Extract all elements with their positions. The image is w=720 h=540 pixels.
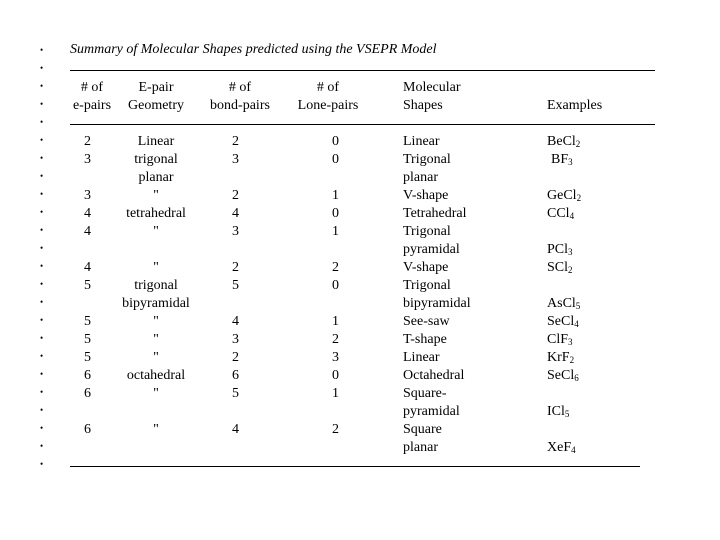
cell-lonepairs: 3 [332,350,339,365]
header-epairs-line2: e-pairs [72,98,112,113]
cell-example: XeF$_4$ [547,440,576,455]
bullet: • [40,441,44,451]
cell-lonepairs: 1 [332,188,339,203]
bottom-rule [70,466,640,467]
cell-lonepairs: 0 [332,152,339,167]
cell-geometry: trigonal [134,152,178,167]
bullet: • [40,405,44,415]
top-rule [70,70,655,71]
header-shapes-line1: Molecular [403,80,461,95]
header-bondpairs-line2: bond-pairs [210,98,270,113]
header-rule [70,124,655,125]
cell-geometry: Linear [137,134,175,149]
cell-lonepairs: 1 [332,386,339,401]
slide-title: Summary of Molecular Shapes predicted using the VSEPR Model [70,42,437,57]
cell-bondpairs: 3 [232,332,239,347]
cell-geometry: " [153,332,159,347]
cell-bondpairs: 2 [232,188,239,203]
cell-shapes: Linear [403,350,440,365]
cell-epairs: 6 [84,368,91,383]
bullet: • [40,81,44,91]
cell-bondpairs: 2 [232,350,239,365]
cell-geometry: planar [138,170,174,185]
cell-example: SeCl$_6$ [547,368,579,383]
cell-shapes: Linear [403,134,440,149]
cell-shapes: See-saw [403,314,450,329]
cell-geometry: bipyramidal [122,296,190,311]
bullet: • [40,117,44,127]
cell-geometry: " [153,422,159,437]
header-geometry-line1: E-pair [138,80,174,95]
bullet: • [40,369,44,379]
cell-shapes: Octahedral [403,368,465,383]
cell-example: AsCl$_5$ [547,296,581,311]
cell-shapes: Square [403,422,442,437]
cell-geometry: " [153,314,159,329]
cell-shapes: planar [403,170,438,185]
bullet: • [40,351,44,361]
header-shapes-line2: Shapes [403,98,443,113]
cell-geometry: tetrahedral [126,206,186,221]
bullet: • [40,189,44,199]
cell-epairs: 3 [84,152,91,167]
bullet: • [40,297,44,307]
cell-example: ClF$_3$ [547,332,573,347]
cell-example: BeCl$_2$ [547,134,581,149]
bullet: • [40,279,44,289]
cell-geometry: " [153,386,159,401]
cell-epairs: 5 [84,350,91,365]
header-bondpairs-line1: # of [228,80,252,95]
cell-shapes: V-shape [403,188,449,203]
cell-example: SCl$_2$ [547,260,573,275]
bullet: • [40,243,44,253]
cell-lonepairs: 2 [332,422,339,437]
header-shapes [403,79,461,115]
cell-bondpairs: 2 [232,134,239,149]
cell-shapes: pyramidal [403,404,460,419]
cell-shapes: Trigonal [403,278,451,293]
cell-shapes: Trigonal [403,152,451,167]
header-geometry [128,79,184,115]
cell-epairs: 2 [84,134,91,149]
cell-bondpairs: 4 [232,422,239,437]
header-examples: Examples [547,98,603,113]
cell-epairs: 6 [84,422,91,437]
bullet: • [40,63,44,73]
cell-geometry: " [153,188,159,203]
cell-shapes: pyramidal [403,242,460,257]
cell-epairs: 5 [84,314,91,329]
cell-lonepairs: 0 [332,206,339,221]
cell-shapes: bipyramidal [403,296,471,311]
bullet: • [40,333,44,343]
cell-example: PCl$_3$ [547,242,573,257]
cell-bondpairs: 4 [232,206,239,221]
cell-epairs: 4 [84,224,91,239]
cell-lonepairs: 0 [332,134,339,149]
bullet: • [40,315,44,325]
cell-epairs: 6 [84,386,91,401]
header-lonepairs [298,79,359,115]
cell-lonepairs: 2 [332,332,339,347]
cell-bondpairs: 3 [232,152,239,167]
cell-geometry: " [153,350,159,365]
bullet: • [40,459,44,469]
cell-example: KrF$_2$ [547,350,575,365]
cell-example: $BF_3$ [551,152,573,167]
cell-geometry: octahedral [126,368,186,383]
cell-epairs: 3 [84,188,91,203]
cell-epairs: 4 [84,260,91,275]
cell-lonepairs: 2 [332,260,339,275]
bullet: • [40,135,44,145]
cell-shapes: Tetrahedral [403,206,467,221]
cell-example: ICl$_5$ [547,404,570,419]
cell-geometry: trigonal [134,278,178,293]
cell-bondpairs: 2 [232,260,239,275]
bullet: • [40,423,44,433]
cell-example: CCl$_4$ [547,206,575,221]
cell-lonepairs: 1 [332,224,339,239]
header-epairs [73,79,111,115]
cell-bondpairs: 6 [232,368,239,383]
cell-shapes: planar [403,440,438,455]
cell-lonepairs: 1 [332,314,339,329]
cell-bondpairs: 3 [232,224,239,239]
cell-lonepairs: 0 [332,368,339,383]
cell-geometry: " [153,224,159,239]
cell-bondpairs: 5 [232,386,239,401]
cell-example: SeCl$_4$ [547,314,579,329]
bullet: • [40,99,44,109]
cell-shapes: Square- [403,386,447,401]
cell-lonepairs: 0 [332,278,339,293]
header-geometry-line2: Geometry [128,98,184,113]
header-epairs-line1: # of [80,80,104,95]
cell-shapes: Trigonal [403,224,451,239]
cell-epairs: 5 [84,332,91,347]
bullet: • [40,207,44,217]
cell-bondpairs: 4 [232,314,239,329]
bullet: • [40,261,44,271]
bullet: • [40,225,44,235]
bullet: • [40,171,44,181]
cell-bondpairs: 5 [232,278,239,293]
cell-epairs: 5 [84,278,91,293]
header-bondpairs [210,79,270,115]
bullet: • [40,387,44,397]
header-lonepairs-line2: Lone-pairs [297,98,359,113]
cell-geometry: " [153,260,159,275]
cell-example: GeCl$_2$ [547,188,582,203]
bullet: • [40,45,44,55]
bullet: • [40,153,44,163]
cell-epairs: 4 [84,206,91,221]
cell-shapes: T-shape [403,332,447,347]
header-lonepairs-line1: # of [316,80,340,95]
cell-shapes: V-shape [403,260,449,275]
